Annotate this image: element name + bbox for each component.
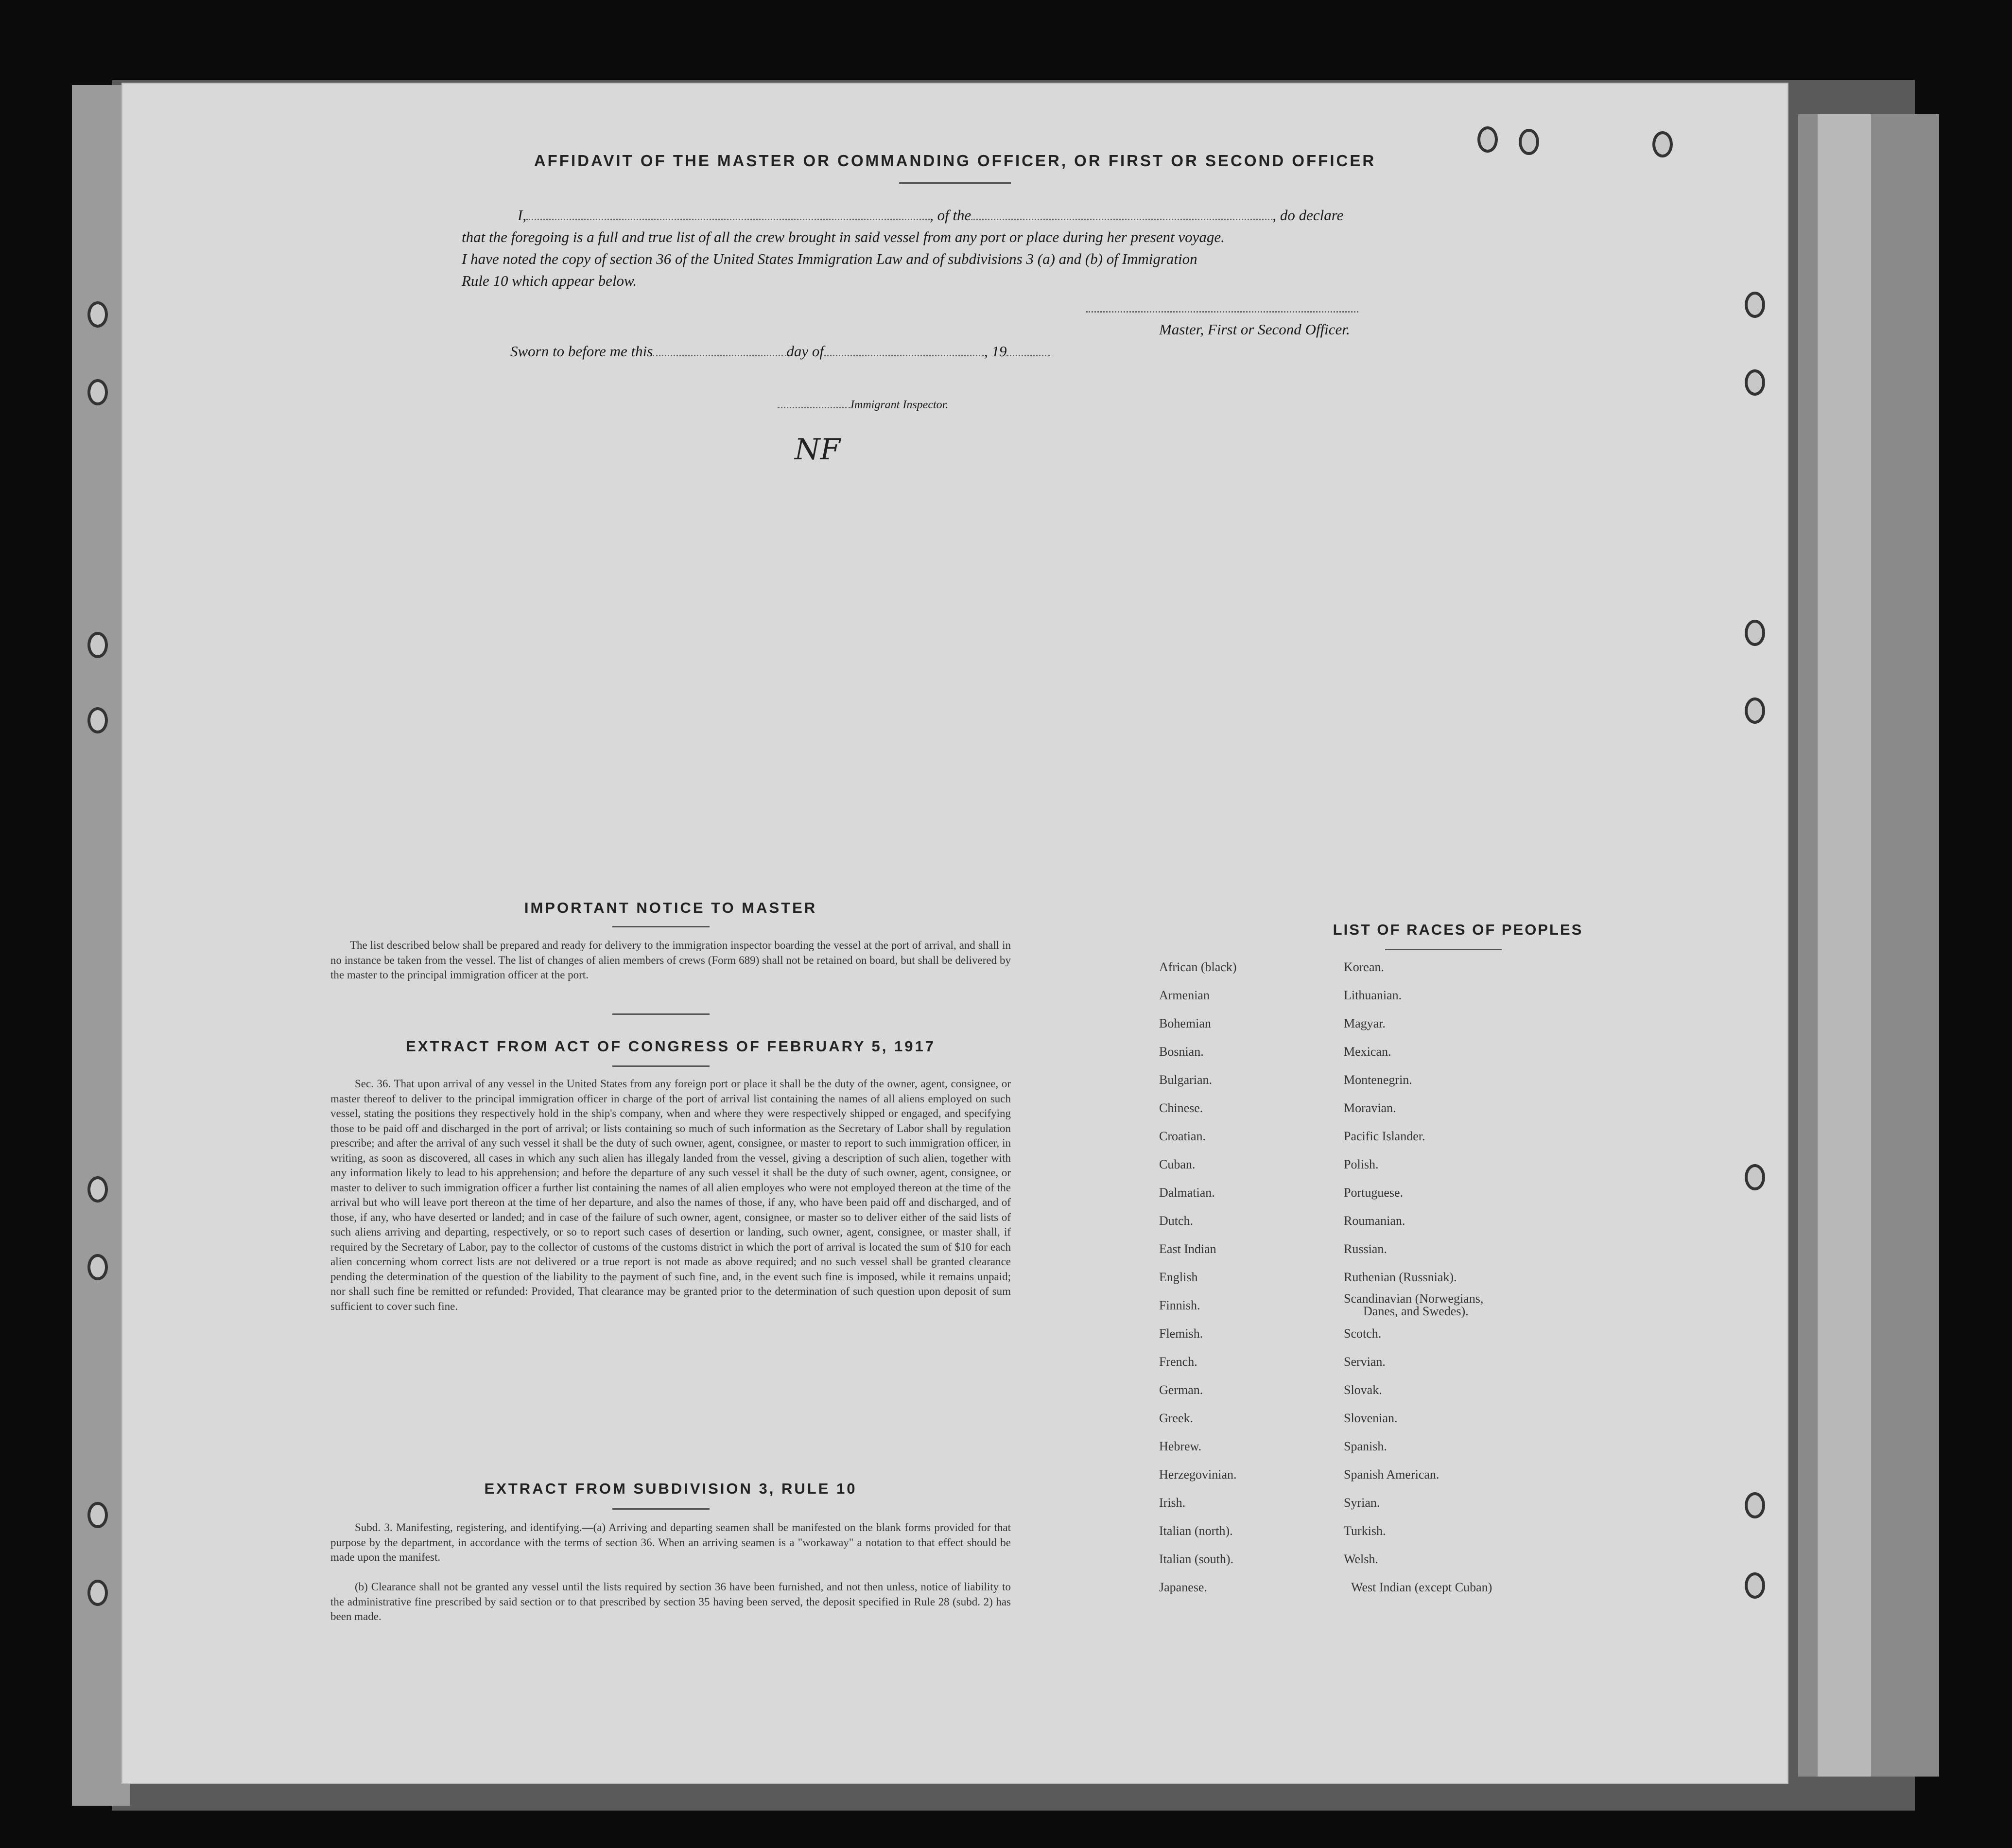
race-item: Armenian [1159, 988, 1210, 1002]
race-item: Montenegrin. [1344, 1073, 1412, 1087]
race-item: Irish. [1159, 1496, 1186, 1510]
race-item: African (black) [1159, 960, 1237, 974]
binder-hole [87, 301, 108, 328]
extract-rule-title: EXTRACT FROM SUBDIVISION 3, RULE 10 [484, 1480, 857, 1497]
race-item: Syrian. [1344, 1496, 1380, 1510]
affidavit-title: AFFIDAVIT OF THE MASTER OR COMMANDING OFFICER, OR FIRST OR SECOND OFFICER [534, 152, 1376, 170]
binder-hole [87, 1176, 108, 1203]
extract-act-body: Sec. 36. That upon arrival of any vessel in the United States from any foreign port or place it shall be the duty of the owner, agent, consignee, or master thereof to deliver to the principal immigration officer in charge of the port of arrival list containing the names of all aliens employed on such vessel, stating the positions they respectively hold in the ship's company, when and where they were respectively shipped or engaged, and specifying those to be paid off and discharged in the port of arrival; or lists containing so much of such information as the Secretary of Labor shall by regulation prescribe; and after the arrival of any such vessel it shall be the duty of such owner, agent, consignee, or master to report to such immigration officer, in writing, as soon as discovered, all cases in which any such alien has illegaly landed from the vessel, giving a description of such alien, together with any information likely to lead to his apprehension; and before the departure of any such vessel it shall be the duty of such owner, agent, consignee, or master to deliver to such immigration officer a further list containing the names of all alien employes who were not employed thereon at the time of the arrival but who will leave port thereon at the time of her departure, and also the names of those, if any, who have been paid off and discharged, and of those, if any, who have deserted or landed; and in case of the failure of such owner, agent, consignee, or master so to deliver either of the said lists of such aliens arriving and departing, respectively, or so to report such cases of desertion or landing, such owner, agent, consignee, or master shall, if required by the Secretary of Labor, pay to the collector of customs of the customs district in which the port of arrival is located the sum of $10 for each alien concerning whom correct lists are not delivered or a true report is not made as above required; and no such vessel shall be granted clearance pending the determination of the question of the liability to the payment of such fine, and, in the event such fine is imposed, while it remains unpaid; nor shall such fine be remitted or refunded: Provided, That clearance may be granted prior to the determination of such question upon deposit of sum sufficient to cover such fine. [330, 1078, 1011, 1312]
inspector-signature-blank [778, 407, 850, 408]
binder-hole [1745, 697, 1765, 724]
binder-hole [1745, 1164, 1765, 1190]
sworn-year-blank [1006, 355, 1050, 356]
binder-hole [87, 632, 108, 658]
race-item: Pacific Islander. [1344, 1129, 1425, 1143]
declarant-prefix: I, [518, 207, 527, 224]
race-item: Dutch. [1159, 1214, 1194, 1228]
binder-hole [87, 707, 108, 733]
race-item: English [1159, 1270, 1198, 1284]
vessel-prefix: , of the [930, 207, 971, 224]
race-item: Scandinavian (Norwegians, [1344, 1291, 1484, 1306]
inspector-line [778, 399, 948, 412]
race-item: French. [1159, 1355, 1197, 1369]
race-item: Bohemian [1159, 1016, 1211, 1030]
binder-hole [1477, 126, 1498, 153]
extract-rule-divider [612, 1508, 710, 1510]
binder-hole [1745, 1572, 1765, 1599]
vessel-name-blank [971, 219, 1272, 220]
signature-line [1086, 311, 1358, 313]
race-item: Russian. [1344, 1242, 1387, 1256]
race-item: Spanish. [1344, 1439, 1387, 1453]
declare-text: , do declare [1272, 207, 1344, 224]
binder-hole [87, 1502, 108, 1528]
race-item: Dalmatian. [1159, 1186, 1215, 1200]
race-item: Greek. [1159, 1411, 1194, 1425]
extract-rule-para-a: Subd. 3. Manifesting, registering, and identifying.—(a) Arriving and departing seamen shall be manifested on the blank forms provided for that purpose by the department, in accordance with the terms of section 36. When an arriving seamen is a "workaway" a notation to that effect should be made upon the manifest. [330, 1521, 1011, 1563]
race-item: Scotch. [1344, 1326, 1382, 1341]
inspector-label: Immigrant Inspector. [850, 399, 949, 411]
race-item: Mexican. [1344, 1045, 1391, 1059]
race-item: Italian (south). [1159, 1552, 1234, 1566]
race-item: German. [1159, 1383, 1203, 1397]
race-item: Italian (north). [1159, 1524, 1233, 1538]
binder-hole [1745, 369, 1765, 396]
underlying-page-edge-light [1818, 114, 1871, 1777]
race-item: East Indian [1159, 1242, 1216, 1256]
notice-title: IMPORTANT NOTICE TO MASTER [524, 899, 817, 916]
sworn-prefix: Sworn to before me this [510, 343, 653, 360]
race-item: Spanish American. [1344, 1467, 1440, 1482]
race-item: Flemish. [1159, 1326, 1203, 1341]
race-item: Magyar. [1344, 1016, 1386, 1030]
sworn-year-label: , 19 [984, 343, 1007, 360]
binder-hole [87, 1580, 108, 1606]
race-item: Moravian. [1344, 1101, 1396, 1115]
sworn-day-label: day of [786, 343, 824, 360]
sworn-day-blank [653, 355, 786, 356]
race-item: Bosnian. [1159, 1045, 1204, 1059]
affidavit-line-3: I have noted the copy of section 36 of the United States Immigration Law and of subdivisions 3 (a) and (b) of Immigration [462, 250, 1197, 267]
race-item: Cuban. [1159, 1157, 1196, 1171]
race-item: Herzegovinian. [1159, 1467, 1237, 1482]
races-left-column [1159, 960, 1334, 1718]
affidavit-line-4: Rule 10 which appear below. [462, 272, 637, 289]
notice-end-divider [612, 1013, 710, 1015]
race-item: Turkish. [1344, 1524, 1386, 1538]
binder-hole [1745, 1492, 1765, 1518]
race-item: Welsh. [1344, 1552, 1378, 1566]
race-item: Polish. [1344, 1157, 1379, 1171]
race-item: Servian. [1344, 1355, 1386, 1369]
race-item: Finnish. [1159, 1298, 1200, 1312]
sworn-line [510, 343, 1239, 360]
race-item: Lithuanian. [1344, 988, 1402, 1002]
binder-hole [1745, 292, 1765, 318]
race-item: Japanese. [1159, 1580, 1207, 1594]
signature-label: Master, First or Second Officer. [1159, 321, 1350, 338]
notice-divider [612, 926, 710, 927]
title-divider [899, 182, 1011, 184]
race-item: Hebrew. [1159, 1439, 1202, 1453]
race-item: West Indian (except Cuban) [1351, 1580, 1492, 1594]
race-item: Portuguese. [1344, 1186, 1404, 1200]
handwritten-mark: NF [795, 433, 841, 467]
sworn-month-blank [824, 355, 984, 356]
race-item: Bulgarian. [1159, 1073, 1213, 1087]
race-item: Ruthenian (Russniak). [1344, 1270, 1457, 1284]
race-item: Chinese. [1159, 1101, 1203, 1115]
notice-body: The list described below shall be prepared and ready for delivery to the immigration inspector boarding the vessel at the port of arrival, and shall in no instance be taken from the vessel. The list of changes of alien members of crews (Form 689) shall not be retained on board, but shall be delivered by the master to the principal immigration officer at the port. [330, 939, 1011, 981]
races-divider [1385, 949, 1502, 950]
binder-hole [1519, 129, 1539, 155]
extract-act-divider [612, 1065, 710, 1067]
document-page [121, 83, 1788, 1784]
binder-hole [1745, 620, 1765, 646]
affidavit-line-2: that the foregoing is a full and true list of all the crew brought in said vessel from any port or place during her present voyage. [462, 228, 1225, 245]
extract-rule-para-b: (b) Clearance shall not be granted any vessel until the lists required by section 36 have been furnished, and not then unless, notice of liability to the administrative fine prescribed by said section or to that prescribed by section 35 having been served, the deposit specified in Rule 28 (subd. 2) has been made. [330, 1581, 1011, 1622]
binder-hole [87, 1254, 108, 1280]
race-item: Slovenian. [1344, 1411, 1398, 1425]
races-right-column [1344, 960, 1684, 1718]
race-item: Slovak. [1344, 1383, 1382, 1397]
race-item: Roumanian. [1344, 1214, 1405, 1228]
races-title: LIST OF RACES OF PEOPLES [1333, 921, 1583, 938]
affidavit-line-1 [462, 207, 1521, 224]
binder-hole [87, 379, 108, 405]
declarant-name-blank [526, 219, 930, 220]
extract-act-title: EXTRACT FROM ACT OF CONGRESS OF FEBRUARY 5, 1917 [406, 1038, 936, 1055]
race-item: Korean. [1344, 960, 1385, 974]
race-item-continuation: Danes, and Swedes). [1363, 1304, 1469, 1318]
race-item: Croatian. [1159, 1129, 1206, 1143]
